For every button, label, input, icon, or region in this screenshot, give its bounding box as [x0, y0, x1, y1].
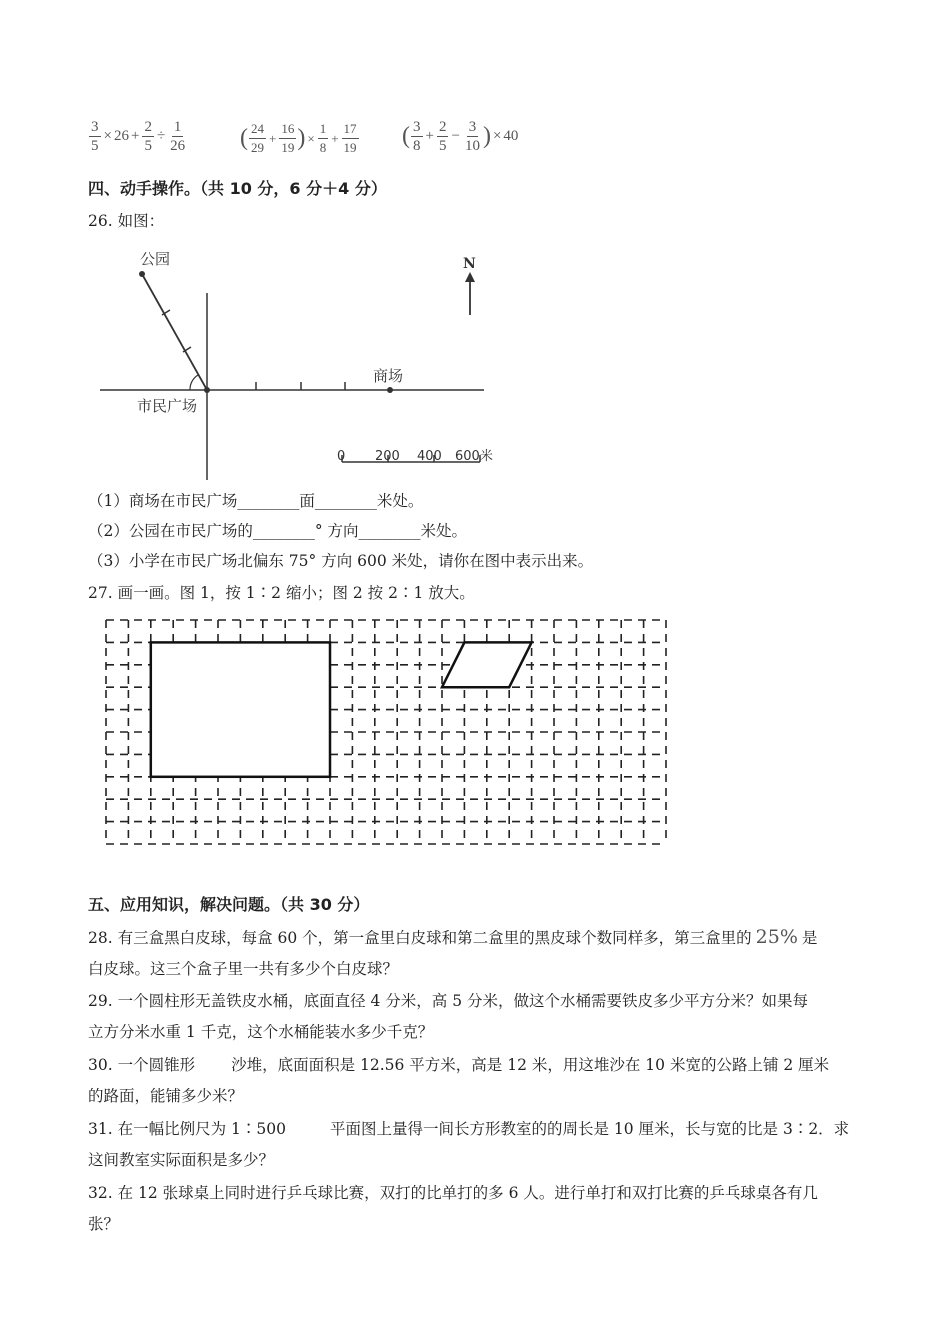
mall-label: 商场	[373, 367, 404, 385]
expression-1: $\frac{3}{5}$ × 26 + $\frac{2}{5}$ ÷ $\frac{1}{26}$	[91, 119, 186, 154]
section-4-title: 四、动手操作。（共 10 分，6 分＋4 分）	[88, 179, 387, 198]
q27-label: 27. 画一画。图 1，按 1∶2 缩小；图 2 按 2∶1 放大。	[88, 584, 475, 602]
scale-0: 0	[337, 449, 346, 464]
q26-label: 26. 如图：	[88, 212, 165, 230]
expression-2: ( $\frac{24}{29}$ + $\frac{16}{19}$ ) × $\frac{1}{8}$ + $\frac{17}{19}$	[240, 121, 357, 155]
q26-sub2: （2）公园在市民广场的________° 方向________米处。	[88, 522, 468, 540]
park-line	[142, 274, 207, 390]
plaza-point	[204, 387, 210, 393]
fraction: $\frac{2}{5}$	[144, 119, 152, 154]
q26-sub3: （3）小学在市民广场北偏东 75° 方向 600 米处，请你在图中表示出来。	[88, 552, 594, 570]
scale-400: 400	[417, 449, 442, 464]
park-point	[139, 271, 145, 277]
q30-line1: 30. 一个圆锥形 沙堆，底面面积是 12.56 平方米，高是 12 米，用这堆沙在 10 米宽的公路上铺 2 厘米	[88, 1056, 830, 1074]
q29-line1: 29. 一个圆柱形无盖铁皮水桶，底面直径 4 分米，高 5 分米，做这个水桶需要铁皮多少平方分米？如果每	[88, 992, 809, 1010]
scale-200: 200	[375, 449, 400, 464]
scale-600: 600米	[455, 449, 493, 464]
figure-2-parallelogram	[442, 642, 532, 687]
mall-point	[387, 387, 393, 393]
plaza-label: 市民广场	[137, 397, 198, 415]
fraction: $\frac{1}{26}$	[170, 119, 186, 154]
direction-map	[95, 240, 515, 490]
q26-sub1: （1）商场在市民广场________面________米处。	[88, 492, 424, 510]
q28-line1: 28. 有三盒黑白皮球，每盒 60 个，第一盒里白皮球和第二盒里的黑皮球个数同样多，第三盒里的 25% 是	[88, 926, 818, 948]
figure-1-rectangle	[151, 642, 330, 776]
q29-line2: 立方分米水重 1 千克，这个水桶能装水多少千克？	[88, 1023, 434, 1041]
north-label: N	[463, 256, 476, 272]
section-5-title: 五、应用知识，解决问题。（共 30 分）	[88, 895, 370, 914]
q32-line1: 32. 在 12 张球桌上同时进行乒乓球比赛，双打的比单打的多 6 人。进行单打和双打比赛的乒乓球桌各有几	[88, 1184, 818, 1202]
fraction: $\frac{3}{5}$	[91, 119, 99, 154]
park-label: 公园	[140, 250, 171, 268]
drawing-grid	[100, 615, 670, 850]
percent-value: 25%	[755, 926, 798, 948]
angle-arc	[190, 375, 198, 390]
north-arrow-head	[465, 272, 475, 282]
expression-3: ( $\frac{3}{8}$ + $\frac{2}{5}$ − $\frac{3}{10}$ ) × 40	[402, 119, 519, 154]
q31-line1: 31. 在一幅比例尺为 1∶500 平面图上量得一间长方形教室的的周长是 10 厘米，长与宽的比是 3∶2．求	[88, 1120, 850, 1138]
q31-line2: 这间教室实际面积是多少？	[88, 1151, 275, 1169]
axis-ticks	[256, 382, 345, 390]
q30-line2: 的路面，能铺多少米？	[88, 1087, 244, 1105]
q32-line2: 张？	[88, 1215, 120, 1233]
q28-line2: 白皮球。这三个盒子里一共有多少个白皮球？	[88, 960, 399, 978]
